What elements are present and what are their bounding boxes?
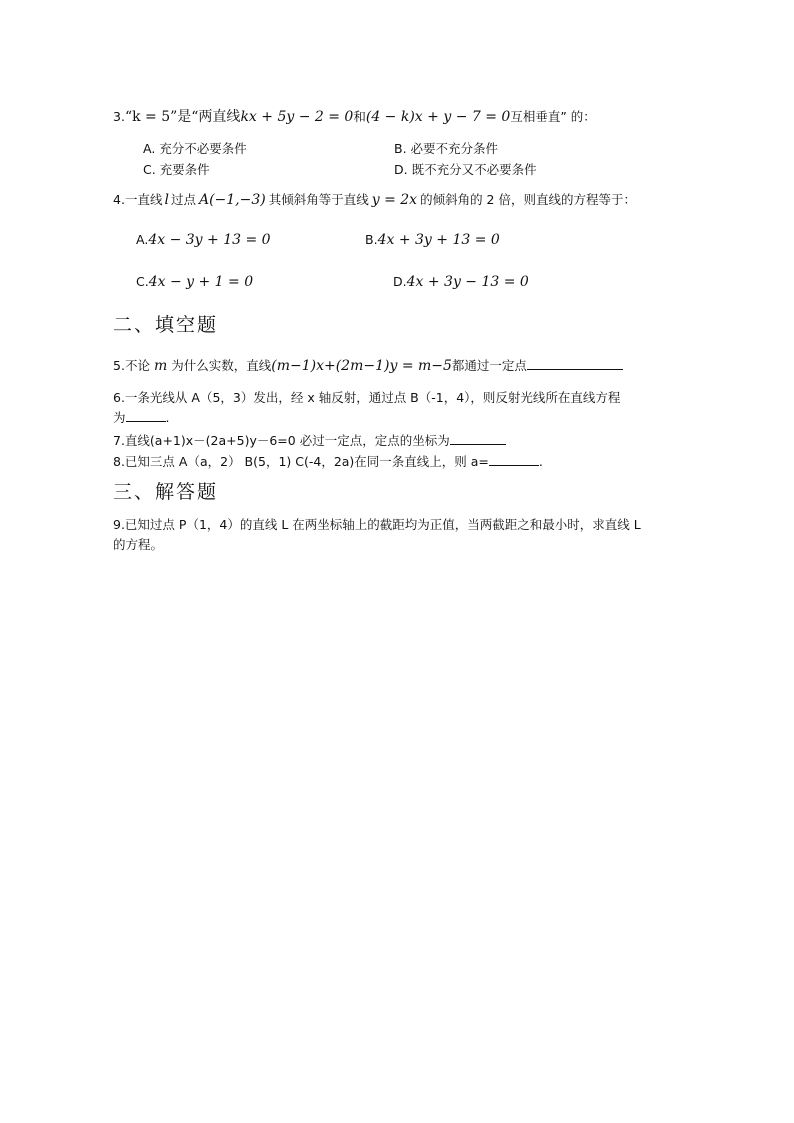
question-6-line1: 6.一条光线从 A（5，3）发出，经 x 轴反射，通过点 B（-1，4），则反射光线所在直线方程 xyxy=(113,390,621,405)
option-equation: 4x + 3y − 13 = 0 xyxy=(406,274,529,290)
stem-text: . xyxy=(165,410,170,425)
stem-text: . xyxy=(538,454,543,469)
stem-text: 8.已知三点 A（a，2） B(5，1) C(-4，2a)在同一条直线上，则 a= xyxy=(113,454,489,469)
question-7 xyxy=(113,432,506,449)
answer-blank[interactable] xyxy=(126,409,166,422)
section-heading-fill-in: 二、填空题 xyxy=(113,314,219,336)
stem-text: 都通过一定点 xyxy=(451,358,527,373)
q4-option-b xyxy=(365,232,500,248)
variable-m: m xyxy=(153,358,168,374)
question-number: 5. xyxy=(113,358,125,373)
stem-text: 不论 xyxy=(124,358,150,373)
question-5 xyxy=(113,357,623,374)
stem-text: 7.直线(a+1)x－(2a+5)y－6=0 必过一定点，定点的坐标为 xyxy=(113,433,450,448)
condition-text: “k = 5”是“两直线 xyxy=(124,109,241,125)
stem-text: 其倾斜角等于直线 xyxy=(268,192,369,207)
question-4-stem xyxy=(113,192,636,208)
option-label: D. xyxy=(393,274,407,289)
option-label: B. xyxy=(365,232,378,247)
answer-blank[interactable] xyxy=(527,357,623,370)
stem-text: 为 xyxy=(113,410,126,425)
question-9-line2: 的方程。 xyxy=(113,537,164,552)
q3-option-a: A. 充分不必要条件 xyxy=(143,141,247,156)
question-9-line1: 9.已知过点 P（1，4）的直线 L 在两坐标轴上的截距均为正值，当两截距之和最小时，求直线 L xyxy=(113,517,641,532)
q3-option-c: C. 充要条件 xyxy=(143,162,210,177)
connector-text: 和 xyxy=(353,109,366,124)
line-symbol: l xyxy=(164,192,169,208)
stem-text: 一直线 xyxy=(124,192,163,207)
q4-option-c xyxy=(136,274,253,290)
reference-line: y = 2x xyxy=(371,192,418,208)
line-equation: (m−1)x+(2m−1)y = m−5 xyxy=(271,358,452,374)
question-3-stem xyxy=(113,109,596,125)
equation-1: kx + 5y − 2 = 0 xyxy=(240,109,354,125)
option-equation: 4x + 3y + 13 = 0 xyxy=(377,232,500,248)
stem-text: 的倾斜角的 2 倍，则直线的方程等于： xyxy=(420,192,636,207)
q3-option-d: D. 既不充分又不必要条件 xyxy=(394,162,537,177)
option-equation: 4x − y + 1 = 0 xyxy=(148,274,254,290)
answer-blank[interactable] xyxy=(450,432,506,445)
q4-option-a xyxy=(136,232,271,248)
section-heading-solve: 三、解答题 xyxy=(113,481,219,503)
option-equation: 4x − 3y + 13 = 0 xyxy=(148,232,271,248)
stem-text: 过点 xyxy=(170,192,196,207)
question-number: 4. xyxy=(113,192,125,207)
question-6-line2 xyxy=(113,409,170,426)
stem-text: 为什么实数，直线 xyxy=(171,358,272,373)
question-tail: 互相垂直” 的： xyxy=(510,109,596,124)
q4-option-d xyxy=(393,274,529,290)
equation-2: (4 − k)x + y − 7 = 0 xyxy=(365,109,511,125)
point-a: A(−1,−3) xyxy=(198,192,266,208)
option-label: A. xyxy=(136,232,149,247)
question-number: 3. xyxy=(113,109,125,124)
q3-option-b: B. 必要不充分条件 xyxy=(394,141,499,156)
option-label: C. xyxy=(136,274,149,289)
answer-blank[interactable] xyxy=(489,453,539,466)
question-8 xyxy=(113,453,543,470)
